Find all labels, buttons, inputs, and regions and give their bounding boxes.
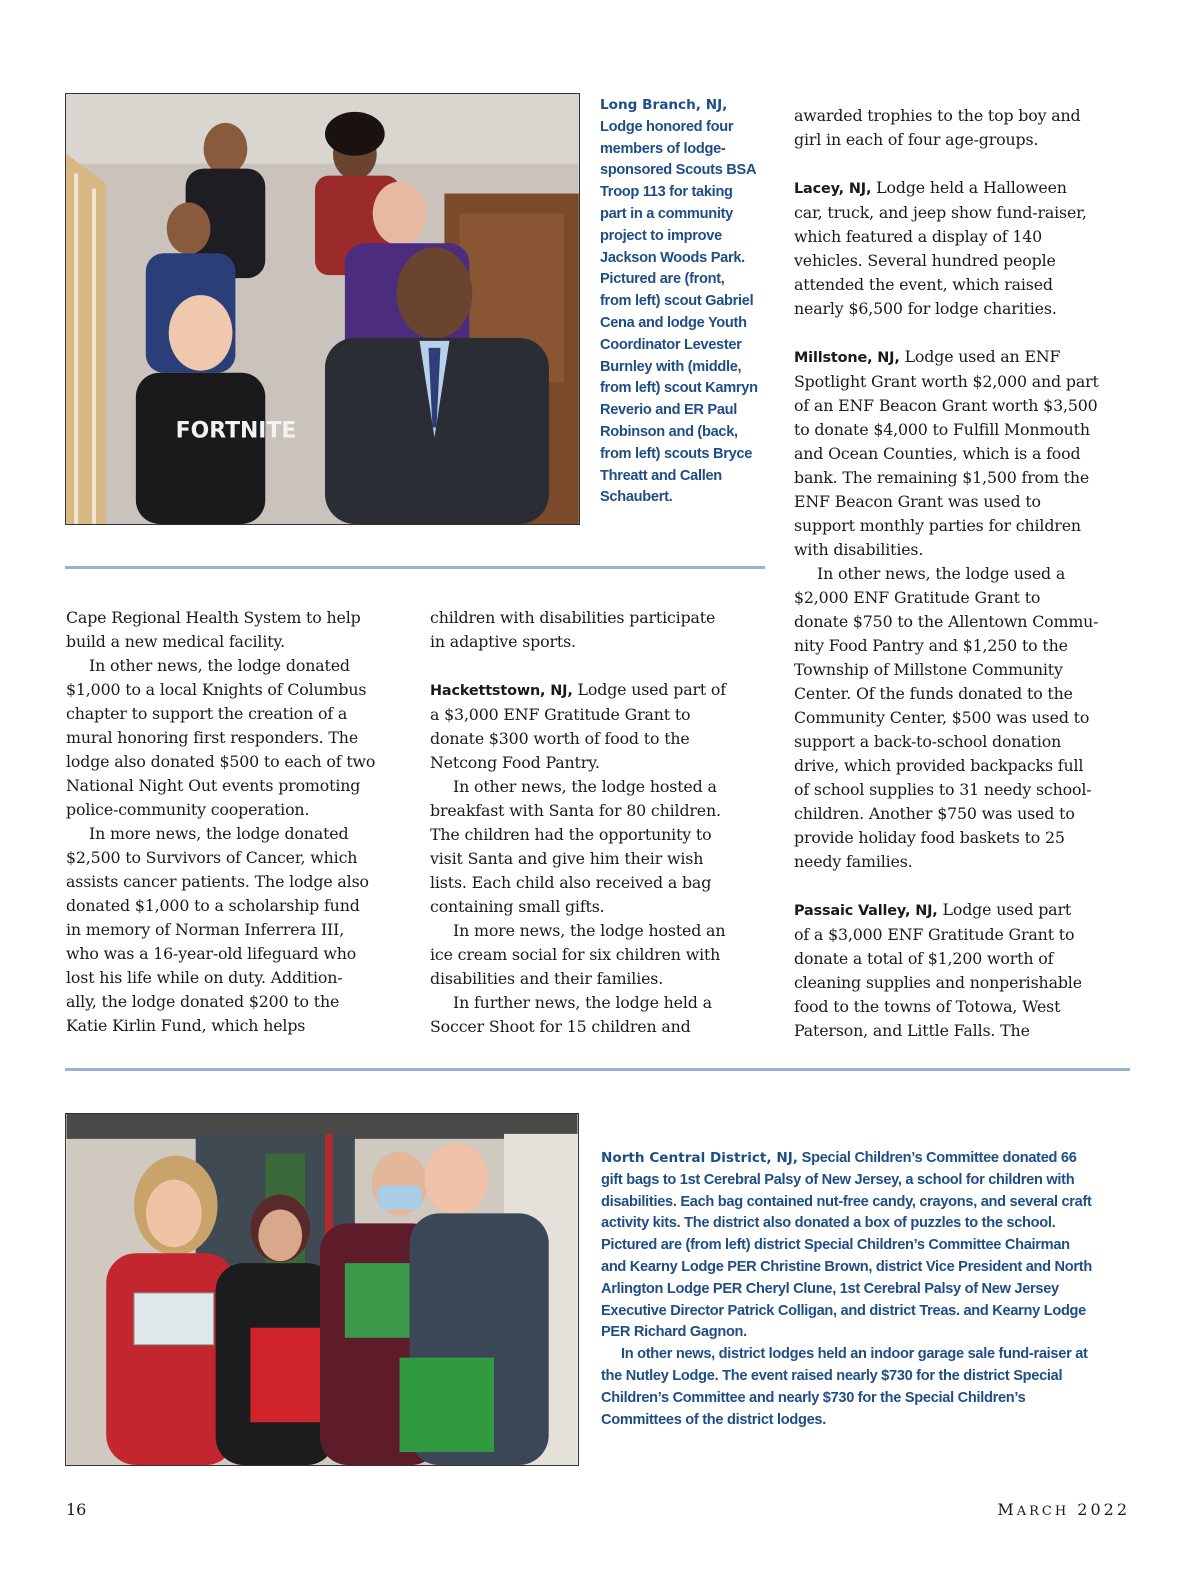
caption-line: the Nutley Lodge. The event raised nearly $730 for the district Special: [601, 1367, 1063, 1384]
issue-year: 2022: [1077, 1500, 1130, 1519]
gift-bags-caption: [601, 1148, 1136, 1431]
text-line: a $3,000 ENF Gratitude Grant to: [430, 705, 691, 724]
scouts-photo-illustration: [66, 94, 579, 524]
text-line: Millstone, NJ, Lodge used an ENF: [794, 347, 1061, 366]
text-line: visit Santa and give him their wish: [430, 849, 704, 868]
text-line: cleaning supplies and nonperishable: [794, 973, 1082, 992]
text-line: provide holiday food baskets to 25: [794, 828, 1065, 847]
caption-line: Reverio and ER Paul: [600, 402, 738, 419]
text-line: of a $3,000 ENF Gratitude Grant to: [794, 925, 1075, 944]
text-line: In other news, the lodge donated: [89, 656, 350, 675]
text-line: Center. Of the funds donated to the: [794, 684, 1073, 703]
text-line: girl in each of four age-groups.: [794, 130, 1039, 149]
text-line: In further news, the lodge held a: [453, 993, 712, 1012]
section-divider-bottom: [65, 1068, 1130, 1071]
text-line: containing small gifts.: [430, 897, 605, 916]
caption-location: Long Branch, NJ,: [600, 97, 728, 113]
text-line: with disabilities.: [794, 540, 924, 559]
text-line: of an ENF Beacon Grant worth $3,500: [794, 396, 1098, 415]
text-line: in memory of Norman Inferrera III,: [66, 920, 345, 939]
caption-line: Cena and lodge Youth: [600, 314, 747, 331]
page-number: 16: [66, 1500, 87, 1519]
month-rest: ARCH: [1016, 1504, 1070, 1519]
text-line: Hackettstown, NJ, Lodge used part of: [430, 680, 726, 699]
text-line: In other news, the lodge used a: [817, 564, 1066, 583]
text-line: Cape Regional Health System to help: [66, 608, 361, 627]
text-line: lodge also donated $500 to each of two: [66, 752, 376, 771]
caption-line: Executive Director Patrick Colligan, and district Treas. and Kearny Lodge: [601, 1302, 1086, 1319]
text-line: The children had the opportunity to: [430, 825, 712, 844]
text-line: ice cream social for six children with: [430, 945, 721, 964]
caption-line: In other news, district lodges held an indoor garage sale fund-raiser at: [621, 1346, 1088, 1363]
caption-line: Coordinator Levester: [600, 336, 742, 353]
caption-line: part in a community: [600, 205, 733, 222]
text-line: nearly $6,500 for lodge charities.: [794, 299, 1057, 318]
text-line: donated $1,000 to a scholarship fund: [66, 896, 360, 915]
text-line: awarded trophies to the top boy and: [794, 106, 1081, 125]
gift-bags-photo: [65, 1113, 579, 1466]
text-line: children. Another $750 was used to: [794, 804, 1075, 823]
text-line: Soccer Shoot for 15 children and: [430, 1017, 691, 1036]
text-line: chapter to support the creation of a: [66, 704, 348, 723]
caption-line: and Kearny Lodge PER Christine Brown, district Vice President and North: [601, 1258, 1092, 1275]
text-line: Paterson, and Little Falls. The: [794, 1021, 1030, 1040]
issue-date: [997, 1500, 1130, 1519]
text-line: Community Center, $500 was used to: [794, 708, 1090, 727]
scouts-photo: [65, 93, 580, 525]
caption-line: [600, 95, 775, 117]
text-line: lost his life while on duty. Addition-: [66, 968, 343, 987]
caption-line: from left) scout Kamryn: [600, 380, 758, 397]
caption-line: Arlington Lodge PER Cheryl Clune, 1st Cerebral Palsy of New Jersey: [601, 1280, 1059, 1297]
text-line: police-community cooperation.: [66, 800, 310, 819]
caption-line: activity kits. The district also donated a box of puzzles to the school.: [601, 1215, 1056, 1232]
text-line: $2,500 to Survivors of Cancer, which: [66, 848, 358, 867]
caption-line: Pictured are (from left) district Special Children’s Committee Chairman: [601, 1237, 1070, 1254]
caption-line: PER Richard Gagnon.: [601, 1324, 747, 1341]
text-line: and Ocean Counties, which is a food: [794, 444, 1081, 463]
text-line: lists. Each child also received a bag: [430, 873, 712, 892]
caption-line: Threatt and Callen: [600, 467, 722, 484]
caption-line: members of lodge-: [600, 140, 726, 157]
text-line: children with disabilities participate: [430, 608, 716, 627]
text-line: donate $300 worth of food to the: [430, 729, 690, 748]
text-line: drive, which provided backpacks full: [794, 756, 1084, 775]
text-line: Spotlight Grant worth $2,000 and part: [794, 372, 1099, 391]
caption-line: Committees of the district lodges.: [601, 1411, 826, 1428]
text-line: In more news, the lodge hosted an: [453, 921, 726, 940]
text-line: Katie Kirlin Fund, which helps: [66, 1016, 306, 1035]
caption-line: from left) scouts Bryce: [600, 445, 753, 462]
caption-line: from left) scout Gabriel: [600, 293, 754, 310]
text-line: donate $750 to the Allentown Commu-: [794, 612, 1099, 631]
text-line: vehicles. Several hundred people: [794, 251, 1056, 270]
caption-location: North Central District, NJ,: [601, 1150, 798, 1166]
gift-bags-photo-illustration: [66, 1114, 578, 1465]
text-line: Lacey, NJ, Lodge held a Halloween: [794, 178, 1067, 197]
text-line: in adaptive sports.: [430, 632, 576, 651]
caption-line: Robinson and (back,: [600, 423, 738, 440]
caption-line: project to improve: [600, 227, 722, 244]
text-line: which featured a display of 140: [794, 227, 1043, 246]
fortnite-shirt-text: FORTNITE: [175, 418, 297, 444]
text-line: support monthly parties for children: [794, 516, 1081, 535]
text-line: National Night Out events promoting: [66, 776, 361, 795]
caption-line: Burnley with (middle,: [600, 358, 742, 375]
caption-line: Pictured are (front,: [600, 271, 725, 288]
text-line: In other news, the lodge hosted a: [453, 777, 717, 796]
caption-line: Schaubert.: [600, 489, 673, 506]
month-initial: M: [997, 1500, 1017, 1519]
text-line: In more news, the lodge donated: [89, 824, 349, 843]
text-line: nity Food Pantry and $1,250 to the: [794, 636, 1068, 655]
text-line: who was a 16-year-old lifeguard who: [66, 944, 357, 963]
text-line: assists cancer patients. The lodge also: [66, 872, 369, 891]
text-line: food to the towns of Totowa, West: [794, 997, 1061, 1016]
caption-line: Children’s Committee and nearly $730 for the Special Children’s: [601, 1389, 1026, 1406]
text-line: support a back-to-school donation: [794, 732, 1062, 751]
text-line: $2,000 ENF Gratitude Grant to: [794, 588, 1041, 607]
location-heading: Hackettstown, NJ,: [430, 683, 573, 699]
text-line: mural honoring first responders. The: [66, 728, 359, 747]
text-line: breakfast with Santa for 80 children.: [430, 801, 721, 820]
text-line: donate a total of $1,200 worth of: [794, 949, 1054, 968]
caption-line: sponsored Scouts BSA: [600, 162, 757, 179]
text-line: disabilities and their families.: [430, 969, 664, 988]
text-line: build a new medical facility.: [66, 632, 285, 651]
section-divider-top: [65, 566, 765, 569]
text-line: of school supplies to 31 needy school-: [794, 780, 1092, 799]
text-line: attended the event, which raised: [794, 275, 1053, 294]
text-line: $1,000 to a local Knights of Columbus: [66, 680, 367, 699]
location-heading: Passaic Valley, NJ,: [794, 903, 938, 919]
text-line: to donate $4,000 to Fulfill Monmouth: [794, 420, 1090, 439]
caption-line: disabilities. Each bag contained nut-free candy, crayons, and several craft: [601, 1193, 1092, 1210]
caption-line: Jackson Woods Park.: [600, 249, 745, 266]
text-line: Passaic Valley, NJ, Lodge used part: [794, 900, 1072, 919]
scouts-caption: [600, 95, 775, 509]
location-heading: Millstone, NJ,: [794, 350, 900, 366]
location-heading: Lacey, NJ,: [794, 181, 872, 197]
article-column-3: [794, 104, 1139, 1043]
text-line: Netcong Food Pantry.: [430, 753, 600, 772]
caption-line: North Central District, NJ, Special Children’s Committee donated 66: [601, 1150, 1077, 1166]
text-line: ENF Beacon Grant was used to: [794, 492, 1041, 511]
caption-line: gift bags to 1st Cerebral Palsy of New Jersey, a school for children with: [601, 1171, 1075, 1188]
article-column-1: [66, 606, 406, 1038]
caption-line: Troop 113 for taking: [600, 184, 733, 201]
text-line: Township of Millstone Community: [794, 660, 1063, 679]
text-line: ally, the lodge donated $200 to the: [66, 992, 340, 1011]
text-line: bank. The remaining $1,500 from the: [794, 468, 1090, 487]
caption-line: Lodge honored four: [600, 118, 734, 135]
text-line: car, truck, and jeep show fund-raiser,: [794, 203, 1087, 222]
article-column-2: [430, 606, 770, 1039]
text-line: needy families.: [794, 852, 913, 871]
